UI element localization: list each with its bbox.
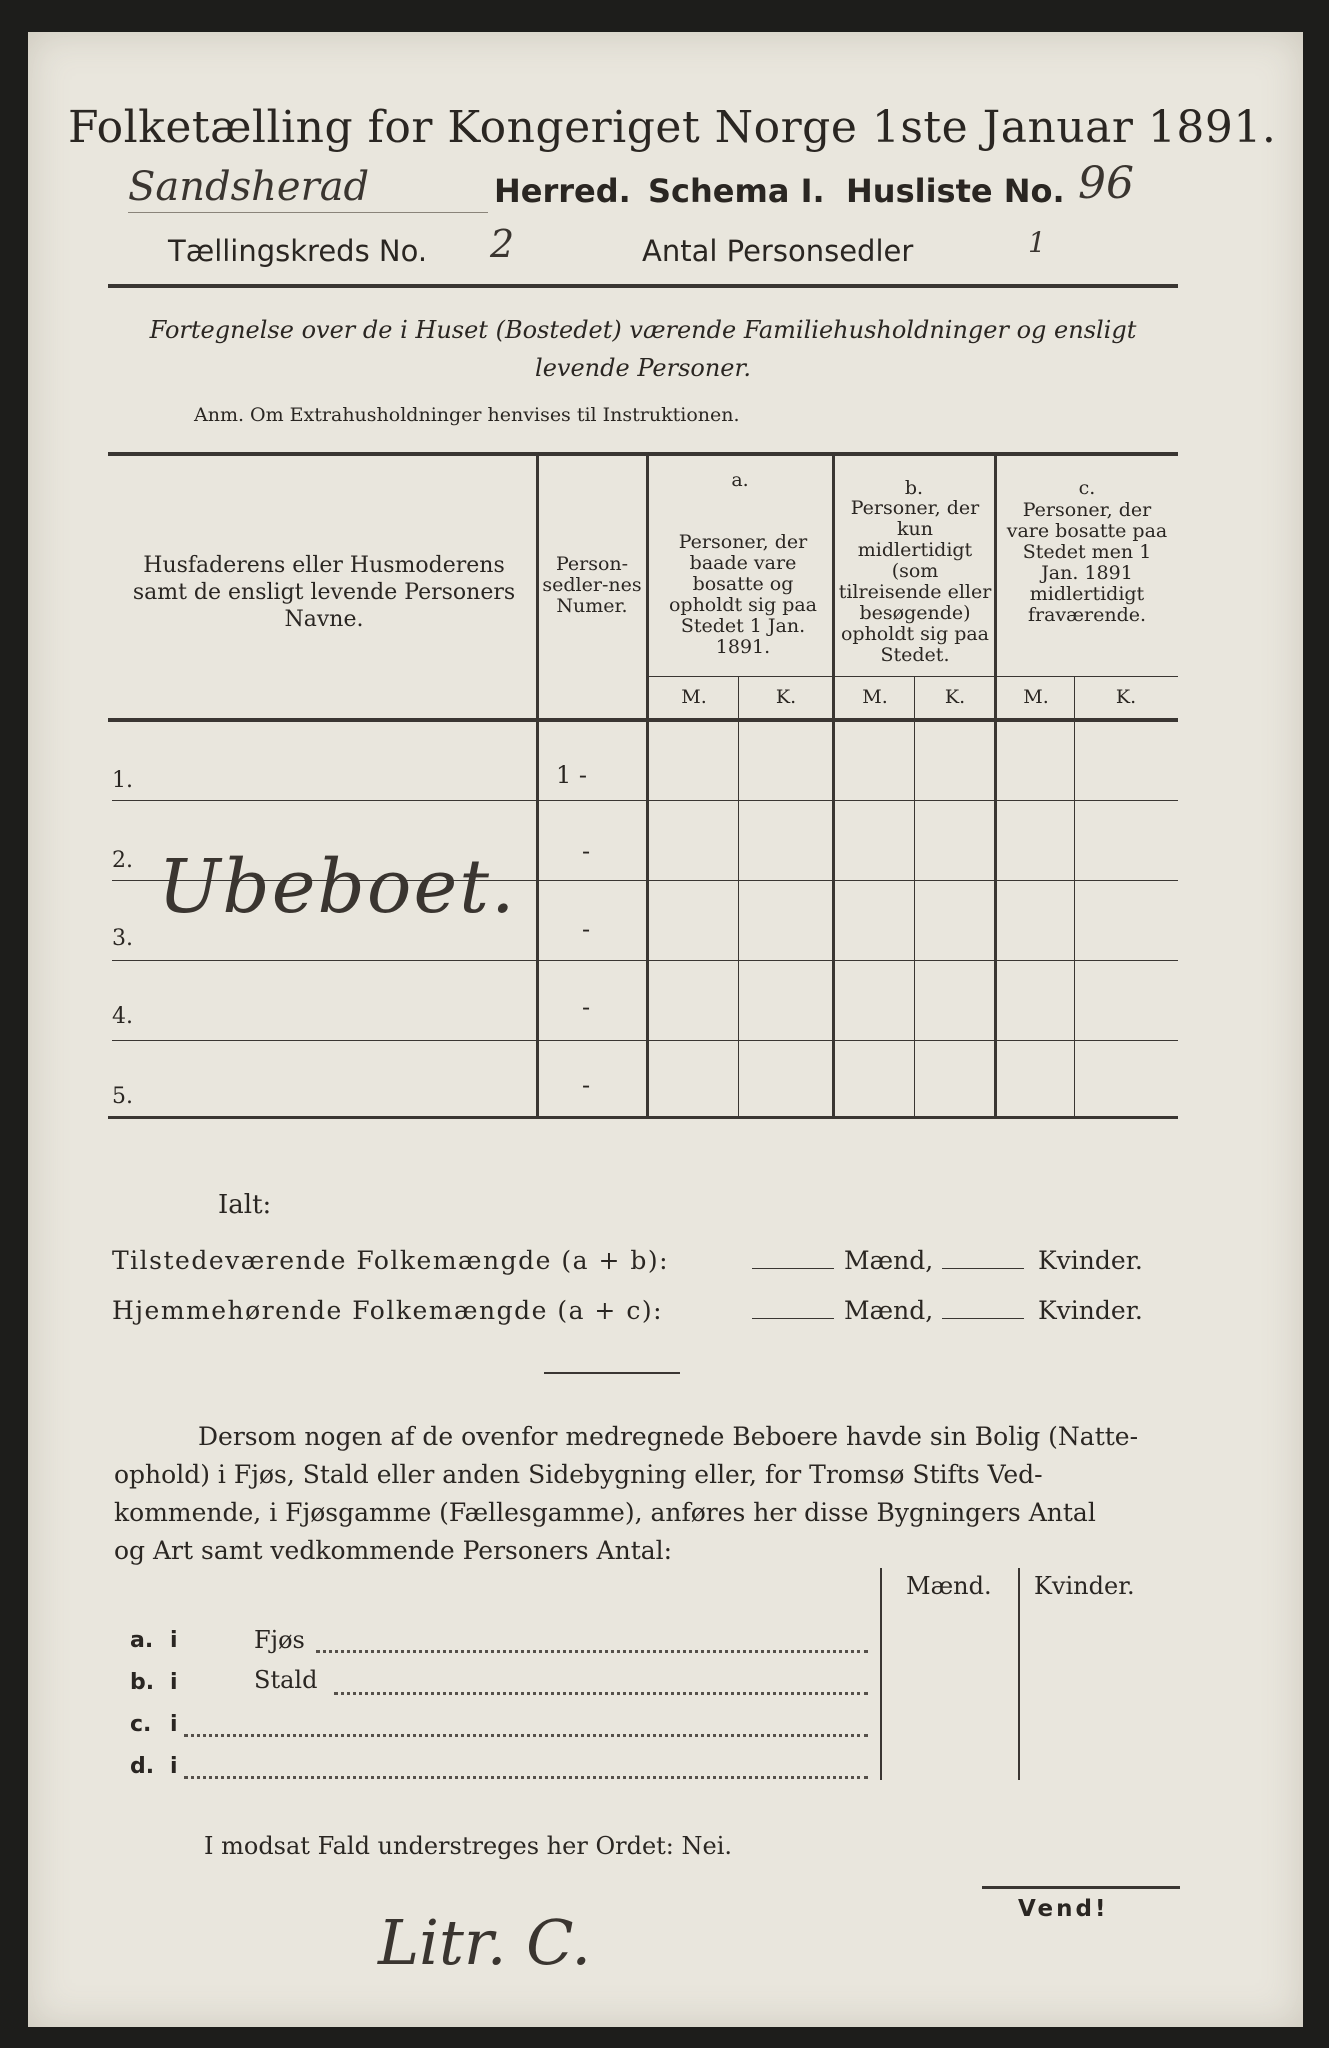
hjemme-kvinder: Kvinder. — [1038, 1296, 1143, 1325]
row-number: 5. — [112, 1084, 133, 1109]
tilstede-kvinder: Kvinder. — [1038, 1246, 1143, 1275]
table-header-rule — [108, 718, 1178, 722]
col-a-m: M. — [681, 686, 707, 708]
hjemme-maend: Mænd, — [844, 1296, 934, 1325]
item-i: i — [170, 1754, 178, 1779]
bygning-kvinder: Kvinder. — [1034, 1572, 1135, 1600]
row-number: 1. — [112, 768, 133, 793]
intro-line1: Fortegnelse over de i Huset (Bostedet) værende Familiehusholdninger og ensligt — [149, 316, 1137, 344]
bygning-text1: Dersom nogen af de ovenfor medregnede Beboere havde sin Bolig (Natte- — [198, 1422, 1139, 1451]
col-b-letter: b. — [904, 477, 924, 499]
item-letter: b. — [130, 1670, 155, 1695]
schema-label: Schema I. — [648, 172, 825, 210]
row-number: 3. — [112, 926, 133, 951]
col-c-letter: c. — [1078, 477, 1096, 499]
row-personseddel: 1 - — [556, 761, 588, 789]
ialt-label: Ialt: — [218, 1190, 272, 1220]
col-num-header: Person-sedler-nes Numer. — [542, 553, 642, 617]
row-personseddel: - — [582, 1071, 591, 1099]
form-title: Folketælling for Kongeriget Norge 1ste Januar 1891. — [68, 102, 1277, 153]
col-a-k: K. — [775, 686, 797, 708]
bygning-text2: ophold) i Fjøs, Stald eller anden Sidebygning eller, for Tromsø Stifts Ved- — [114, 1460, 1043, 1489]
col-c-m: M. — [1023, 686, 1049, 708]
hjemme-label: Hjemmehørende Folkemængde (a + c): — [112, 1296, 663, 1325]
divider — [544, 1372, 680, 1374]
col-c-header: Personer, der vare bosatte paa Stedet men 1 Jan. 1891 midlertidigt fraværende. — [1006, 499, 1168, 626]
bygning-text3: kommende, i Fjøsgamme (Fællesgamme), anføres her disse Bygningers Antal — [114, 1498, 1096, 1527]
kreds-label: Tællingskreds No. — [168, 234, 428, 268]
col-b-m: M. — [862, 686, 888, 708]
handwritten-ubeboet: Ubeboet. — [158, 844, 517, 930]
table-bottom-rule — [108, 1116, 1178, 1119]
vend-label: Vend! — [1018, 1896, 1109, 1922]
antal-label: Antal Personsedler — [642, 234, 914, 268]
table-top-rule — [108, 452, 1178, 456]
row-personseddel: - — [582, 837, 591, 865]
item-letter: d. — [130, 1754, 155, 1779]
item-i: i — [170, 1670, 178, 1695]
herred-label: Herred. — [494, 172, 631, 210]
anm-note: Anm. Om Extrahusholdninger henvises til Instruktionen. — [194, 404, 740, 426]
item-i: i — [170, 1712, 178, 1737]
item-letter: c. — [130, 1712, 152, 1737]
kreds-value: 2 — [490, 222, 515, 266]
bygning-text4: og Art samt vedkommende Personers Antal: — [114, 1536, 673, 1565]
col-b-k: K. — [944, 686, 966, 708]
col-c-k: K. — [1115, 686, 1137, 708]
herred-value: Sandsherad — [128, 164, 370, 210]
item-i: i — [170, 1628, 178, 1653]
intro-line2: levende Personer. — [535, 354, 751, 382]
col-a-header: Personer, der baade vare bosatte og opholdt sig paa Stedet 1 Jan. 1891. — [668, 531, 818, 658]
col-names-header: Husfaderens eller Husmoderens samt de ensligt levende Personers Navne. — [132, 553, 516, 632]
item-label-stald: Stald — [254, 1666, 318, 1694]
modsat-note: I modsat Fald understreges her Ordet: Nei. — [204, 1832, 733, 1860]
item-letter: a. — [130, 1628, 154, 1653]
handwritten-signature: Litr. C. — [378, 1906, 592, 1979]
col-a-letter: a. — [731, 469, 749, 491]
antal-value: 1 — [1028, 226, 1046, 259]
row-personseddel: - — [582, 993, 591, 1021]
row-number: 2. — [112, 848, 133, 873]
tilstede-label: Tilstedeværende Folkemængde (a + b): — [112, 1246, 670, 1275]
row-number: 4. — [112, 1004, 133, 1029]
bygning-maend: Mænd. — [906, 1572, 992, 1600]
husliste-label: Husliste No. — [846, 172, 1065, 210]
husliste-value: 96 — [1078, 158, 1134, 209]
item-label-fjos: Fjøs — [254, 1626, 305, 1654]
col-b-header: Personer, der kun midlertidigt (som tilreisende eller besøgende) opholdt sig paa Stedet. — [838, 497, 992, 666]
tilstede-maend: Mænd, — [844, 1246, 934, 1275]
census-form — [28, 32, 1303, 2027]
row-personseddel: - — [582, 915, 591, 943]
